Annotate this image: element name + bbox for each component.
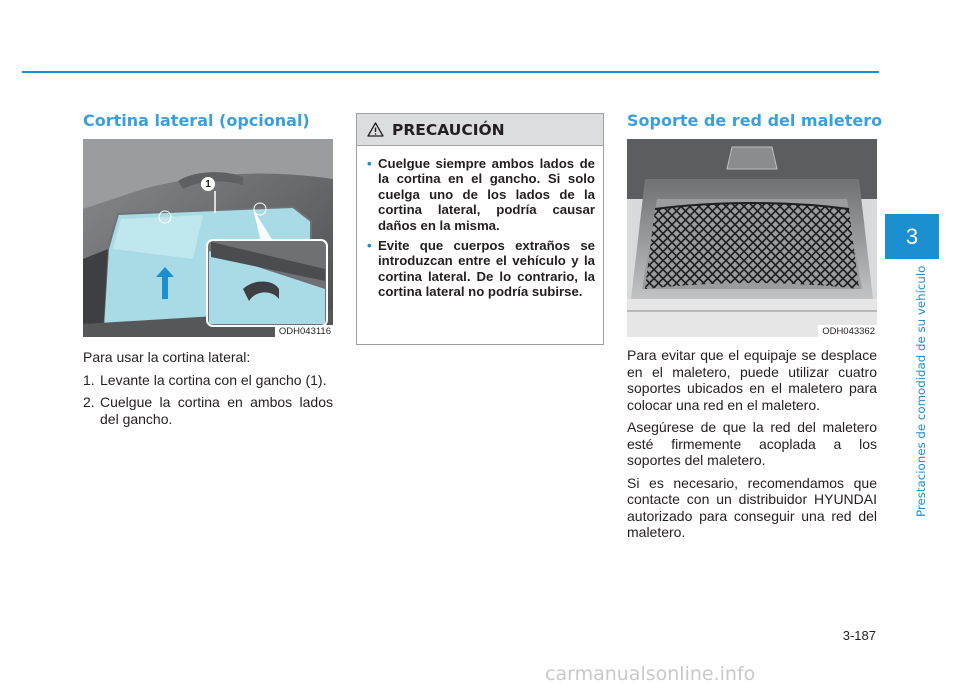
bullet-icon: •	[367, 156, 372, 171]
step-text: Cuelgue la cortina en ambos lados del gancho.	[100, 394, 333, 427]
chapter-label	[904, 265, 928, 531]
instructions-intro: Para usar la cortina lateral:	[83, 349, 251, 365]
cargo-net-figure	[627, 139, 877, 337]
chapter-label-text: Prestaciones de comodidad de su vehículo	[914, 265, 928, 517]
caution-item	[367, 238, 595, 300]
section-heading-cargo-net: Soporte de red del maletero	[627, 111, 883, 130]
paragraph: Si es necesario, recomendamos que contacte con un distribuidor HYUNDAI autorizado para conseguir una red del maletero.	[627, 474, 877, 540]
cargo-net-text	[627, 347, 877, 547]
watermark: carmanualsonline.info	[545, 663, 756, 685]
figure-code: ODH043362	[818, 325, 877, 337]
instruction-step	[83, 372, 333, 389]
caution-item-text: Cuelgue siempre ambos lados de la cortina en el gancho. Si solo cuelga uno de los lados de la cortina lateral, podría causar daños en la misma.	[378, 156, 595, 233]
side-curtain-instructions	[83, 349, 333, 433]
paragraph: Asegúrese de que la red del maletero esté firmemente acoplada a los soportes del maletero.	[627, 419, 877, 468]
side-curtain-figure	[83, 139, 333, 337]
instruction-steps	[83, 372, 333, 428]
caution-header	[357, 114, 603, 146]
side-curtain-illustration	[83, 139, 333, 337]
callout-1-badge: 1	[201, 177, 215, 191]
caution-title: PRECAUCIÓN	[392, 120, 505, 139]
section-heading-side-curtain: Cortina lateral (opcional)	[83, 111, 310, 130]
chapter-tab: 3	[885, 214, 939, 259]
page-number: 3-187	[842, 628, 876, 643]
figure-code: ODH043116	[275, 325, 333, 337]
step-number: 2.	[83, 394, 95, 410]
caution-item	[367, 156, 595, 233]
top-rule	[22, 71, 879, 73]
step-text: Levante la cortina con el gancho (1).	[100, 371, 327, 388]
warning-triangle-icon	[367, 122, 384, 137]
caution-item-text: Evite que cuerpos extraños se introduzcan entre el vehículo y la cortina lateral. De lo contrario, la cortina lateral no podría subirse.	[378, 238, 595, 300]
caution-list	[367, 156, 595, 300]
paragraph: Para evitar que el equipaje se desplace en el maletero, puede utilizar cuatro soportes ubicados en el maletero para colocar una red en el maletero.	[627, 347, 877, 413]
caution-box	[356, 113, 604, 345]
cargo-net-illustration	[627, 139, 877, 337]
step-number: 1.	[83, 371, 95, 388]
instruction-step	[83, 394, 333, 427]
bullet-icon: •	[367, 238, 372, 254]
